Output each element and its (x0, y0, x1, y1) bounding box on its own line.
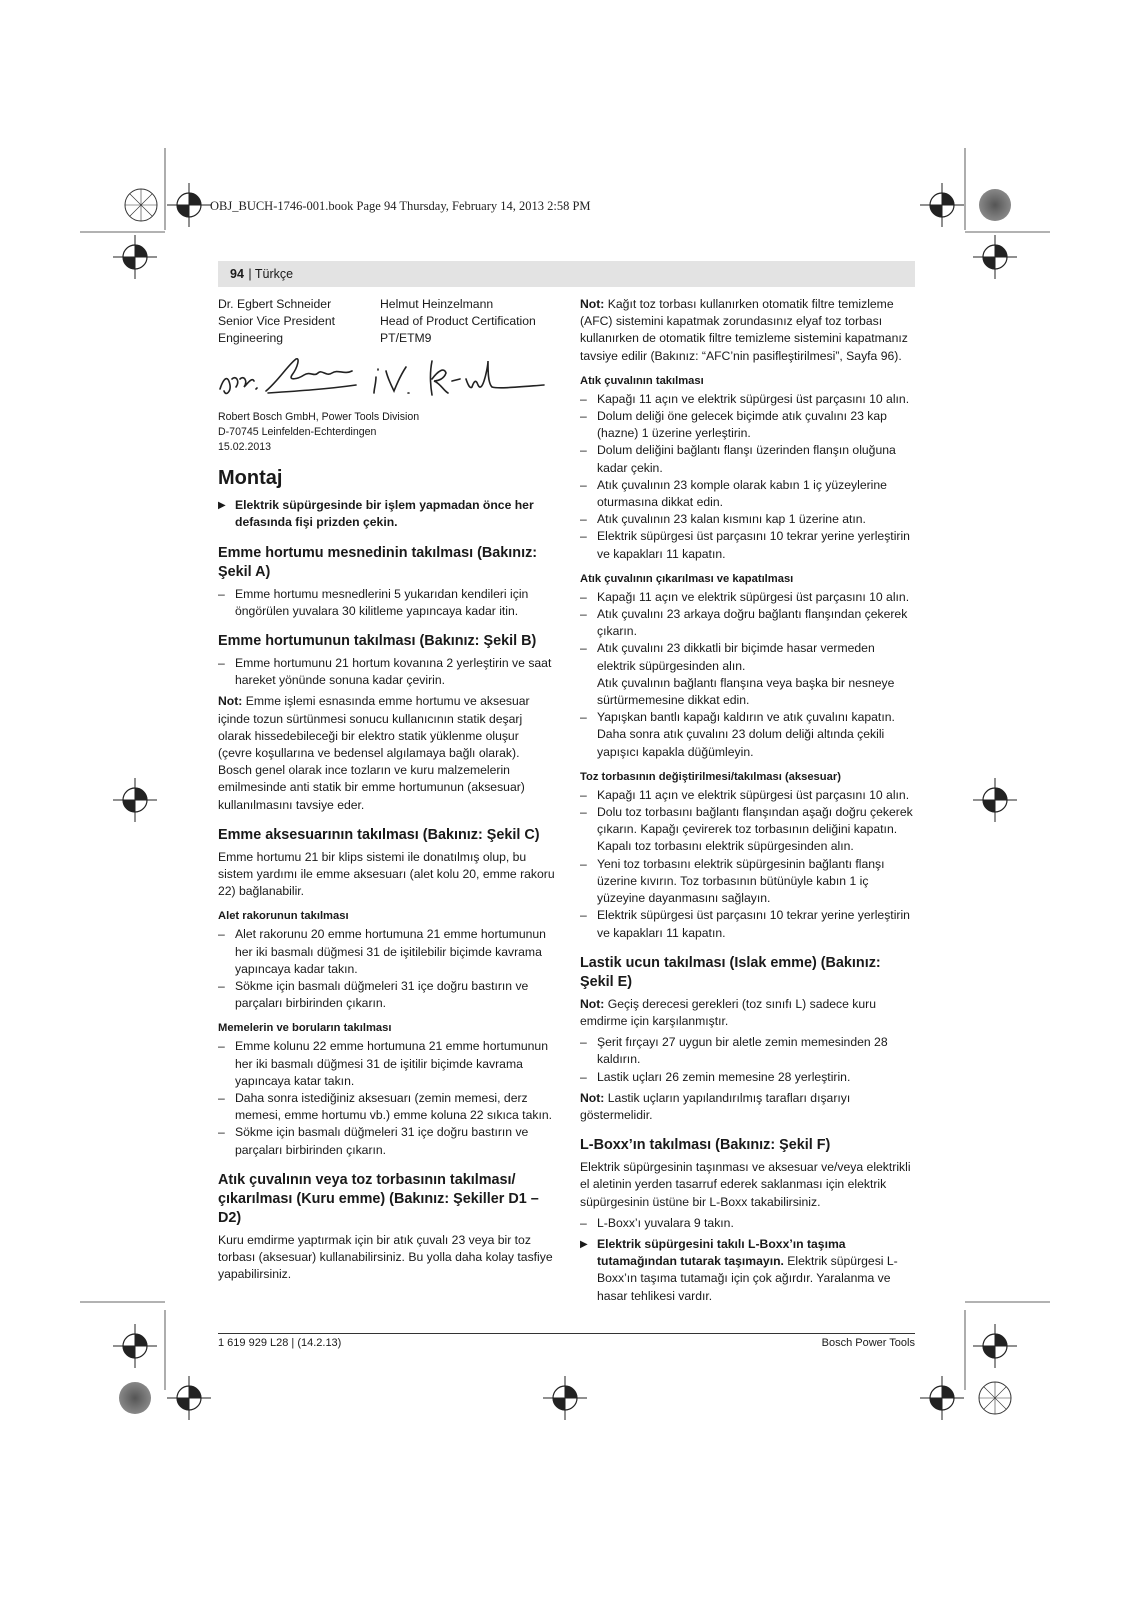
note-paragraph (580, 296, 915, 365)
section-title: Lastik ucun takılması (Islak emme) (Bakınız: Şekil E) (580, 954, 881, 990)
list-item: – Elektrik süpürgesi üst parçasını 10 tekrar yerine yerleştirin ve kapakları 11 kapatın. (580, 907, 915, 941)
section-title: L-Boxx’ın takılması (Bakınız: Şekil F) (580, 1137, 831, 1154)
subsection-title: Alet rakorunun takılması (218, 910, 349, 923)
note-text: Emme işlemi esnasında emme hortumu ve aksesuar içinde tozun sürtünmesi sonucu kullanıcının statik deşarj olarak hissedebileceği bir elektro statik yüklenme oluşur (çevre koşullarına ve bedensel algılamaya bağlı olarak). (218, 694, 530, 761)
list-item: – Atık çuvalının 23 komple olarak kabın 1 iç yüzeylerine oturmasına dikkat edin. (580, 477, 915, 511)
company-info (218, 410, 556, 455)
handwritten-signatures (218, 351, 548, 403)
signatory-2 (380, 296, 542, 347)
note-text: Lastik uçların yapılandırılmış tarafları dışarıyı göstermelidir. (580, 1090, 851, 1122)
paragraph: Emme hortumu 21 bir klips sistemi ile donatılmış olup, bu sistem yardımı ile emme aksesuarı (alet kolu 20, emme rakoru 22) bağlanabilir. (218, 849, 555, 899)
paragraph: Kuru emdirme yaptırmak için bir atık çuvalı 23 veya bir toz torbası (aksesuar) kullanabilirsiniz. Bu yolla daha kolay tasfiye yapabilirsiniz. (218, 1232, 553, 1282)
warning-note: ▶ Elektrik süpürgesinde bir işlem yapmadan önce her defasında fişi prizden çekin. (218, 497, 556, 531)
right-column (580, 296, 915, 1309)
list-item-text: Atık çuvalını 23 dikkatli bir biçimde hasar vermeden elektrik süpürgesinden alın. (597, 641, 875, 673)
page-number: 94 (230, 267, 244, 281)
list-item: – Elektrik süpürgesi üst parçasını 10 tekrar yerine yerleştirin ve kapakları 11 kapatın. (580, 528, 915, 562)
list-item-extra: Atık çuvalının bağlantı flanşına veya başka bir nesneye sürtürmemesine dikkat edin. (597, 675, 895, 708)
list-item: – L-Boxx’ı yuvalara 9 takın. (580, 1215, 915, 1232)
instruction-list (580, 391, 915, 563)
page-header (218, 261, 915, 287)
list-item: – Sökme için basmalı düğmeleri 31 içe doğru bastırın ve parçaları birbirinden çıkarın. (218, 978, 556, 1012)
list-item: – Sökme için basmalı düğmeleri 31 içe doğru bastırın ve parçaları birbirinden çıkarın. (218, 1124, 556, 1158)
list-item (580, 640, 915, 709)
instruction-list (580, 589, 915, 761)
company-date: 15.02.2013 (218, 441, 272, 454)
instruction-list (218, 926, 556, 1012)
note-label: Not: (580, 996, 605, 1011)
note-paragraph (218, 693, 556, 762)
signatory-title: Head of Product Certification (380, 314, 536, 328)
list-item: – Alet rakorunu 20 emme hortumuna 21 emme hortumunun her iki basmalı düğmesi 31 de işitilebilir biçimde kavrama yapıncaya kadar takın. (218, 926, 556, 978)
subsection-title: Memelerin ve boruların takılması (218, 1022, 392, 1035)
instruction-list (218, 655, 556, 689)
list-item: – Atık çuvalını 23 arkaya doğru bağlantı flanşından çekerek çıkarın. (580, 606, 915, 640)
list-item: – Yapışkan bantlı kapağı kaldırın ve atık çuvalını kapatın. Daha sonra atık çuvalını 23 dolum deliği altında çekili yapışıcı kapakla düğümleyin. (580, 709, 915, 761)
signatory-dept: PT/ETM9 (380, 331, 432, 345)
signatory-1 (218, 296, 380, 347)
list-item: – Atık çuvalının 23 kalan kısmını kap 1 üzerine atın. (580, 511, 915, 528)
section-title-montaj: Montaj (218, 467, 283, 490)
list-item: – Şerit fırçayı 27 uygun bir aletle zemin memesinden 28 kaldırın. (580, 1034, 915, 1068)
list-item: – Dolum deliği öne gelecek biçimde atık çuvalını 23 kap (hazne) 1 üzerine yerleştirin. (580, 408, 915, 442)
company-line: Robert Bosch GmbH, Power Tools Division (218, 411, 420, 424)
note-text: Kağıt toz torbası kullanırken otomatik filtre temizleme (AFC) sistemini kapatmak zorundasınız elyaf toz torbası kullanırken de otomatik filtre temizleme sistemini kapatmanız tavsiye edilir (Bakınız: “AFC’nin pasifleştirilmesi”, Sayfa 96). (580, 297, 908, 363)
subsection-title: Atık çuvalının çıkarılması ve kapatılması (580, 572, 794, 585)
list-item: – Emme kolunu 22 emme hortumuna 21 emme hortumunun her iki basmalı düğmesi 31 de işitilir biçimde kavrama yapıncaya katar takın. (218, 1038, 556, 1090)
warning-note (580, 1236, 915, 1305)
list-item: – Yeni toz torbasını elektrik süpürgesinin bağlantı flanşı üzerine kıvırın. Toz torbasının bütünüyle kabın 1 iç yüzeyine dayanmasını sağlayın. (580, 856, 915, 908)
subsection-title: Toz torbasının değiştirilmesi/takılması (aksesuar) (580, 770, 841, 783)
signatory-dept: Engineering (218, 331, 284, 345)
paragraph: Bosch genel olarak ince tozların ve kuru malzemelerin emilmesinde anti statik bir emme hortumunun (aksesuar) kullanılmasını tavsiye eder. (218, 763, 525, 812)
list-item: – Kapağı 11 açın ve elektrik süpürgesi üst parçasını 10 alın. (580, 391, 915, 408)
footer-doc-number: 1 619 929 L28 | (14.2.13) (218, 1337, 342, 1349)
instruction-list (580, 787, 915, 942)
section-title: Emme hortumunun takılması (Bakınız: Şekil B) (218, 633, 537, 650)
note-paragraph (580, 1090, 915, 1124)
list-item: – Dolu toz torbasını bağlantı flanşından aşağı doğru çekerek çıkarın. Kapağı çevirerek toz torbasının deliğini kapatın. Kapalı toz torbasını elektrik süpürgesinden alın. (580, 804, 915, 856)
list-item: – Dolum deliğini bağlantı flanşı üzerinden flanşın oluğuna kadar çekin. (580, 442, 915, 476)
company-address: D-70745 Leinfelden-Echterdingen (218, 426, 377, 439)
header-language: | Türkçe (248, 267, 294, 281)
signatory-name: Helmut Heinzelmann (380, 297, 494, 311)
list-item: – Daha sonra istediğiniz aksesuarı (zemin memesi, derz memesi, emme hortumu vb.) emme koluna 22 sıkıca takın. (218, 1090, 556, 1124)
list-item: – Lastik uçları 26 zemin memesine 28 yerleştirin. (580, 1069, 915, 1086)
note-label: Not: (580, 1090, 605, 1105)
note-label: Not: (580, 297, 605, 311)
print-line: OBJ_BUCH-1746-001.book Page 94 Thursday, February 14, 2013 2:58 PM (210, 199, 591, 213)
signatory-title: Senior Vice President (218, 314, 335, 328)
warning-bold: Elektrik süpürgesini takılı L-Boxx’ın taşıma tutamağından tutarak taşımayın. (597, 1236, 846, 1269)
section-title: Emme aksesuarının takılması (Bakınız: Şekil C) (218, 826, 540, 843)
list-item: – Kapağı 11 açın ve elektrik süpürgesi üst parçasını 10 alın. (580, 589, 915, 606)
footer-rule (218, 1333, 915, 1334)
note-text: Geçiş derecesi gerekleri (toz sınıfı L) sadece kuru emdirme için karşılanmıştır. (580, 996, 876, 1028)
list-item: – Emme hortumunu 21 hortum kovanına 2 yerleştirin ve saat hareket yönünde sonuna kadar çevirin. (218, 655, 556, 689)
instruction-list (218, 1038, 556, 1158)
instruction-list (580, 1215, 915, 1232)
signatories (218, 296, 556, 347)
footer-brand: Bosch Power Tools (821, 1337, 915, 1349)
subsection-title: Atık çuvalının takılması (580, 374, 704, 387)
paragraph: Elektrik süpürgesinin taşınması ve aksesuar ve/veya elektrikli el aletinin yerden tasarruf ederek saklanması için elektrik süpürgesinin üstüne bir L-Boxx takabilirsiniz. (580, 1160, 911, 1209)
warning-text: Elektrik süpürgesi L-Boxx’ın taşıma tutamağı için çok ağırdır. Yaralanma ve hasar tehlikesi vardır. (597, 1254, 898, 1303)
signatory-name: Dr. Egbert Schneider (218, 297, 332, 311)
note-paragraph (580, 996, 915, 1030)
instruction-list (580, 1034, 915, 1086)
section-title: Emme hortumu mesnedinin takılması (Bakınız: Şekil A) (218, 544, 538, 580)
section-title: Atık çuvalının veya toz torbasının takılması/çıkarılması (Kuru emme) (Bakınız: Şekiller D1 – D2) (218, 1171, 539, 1226)
list-item: – Kapağı 11 açın ve elektrik süpürgesi üst parçasını 10 alın. (580, 787, 915, 804)
note-label: Not: (218, 694, 243, 709)
instruction-list (218, 586, 556, 620)
list-item: – Emme hortumu mesnedlerini 5 yukarıdan kendileri için öngörülen yuvalara 30 kilitleme yapıncaya kadar itin. (218, 586, 556, 620)
left-column (218, 296, 556, 1288)
